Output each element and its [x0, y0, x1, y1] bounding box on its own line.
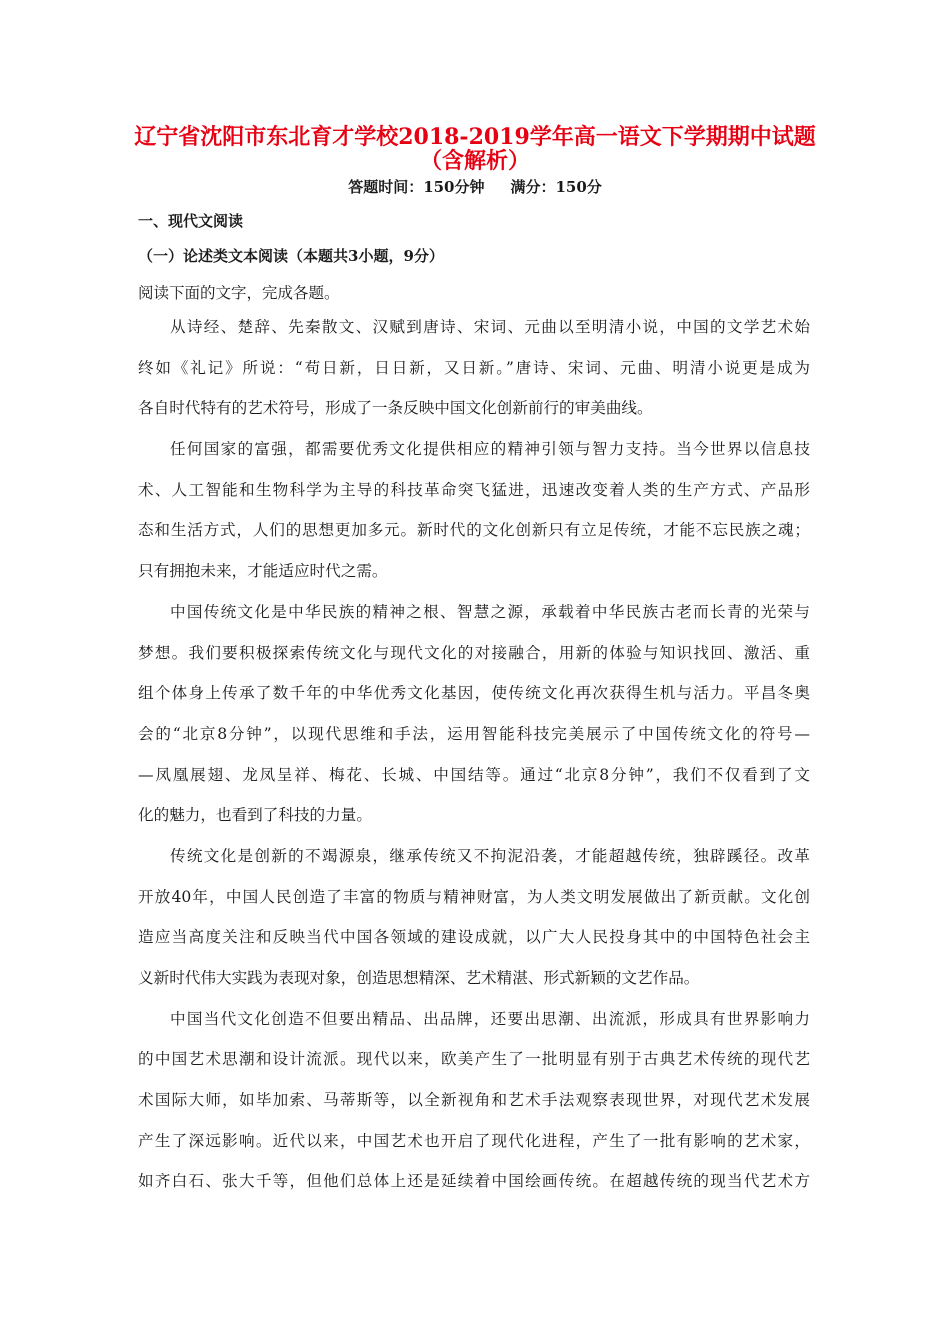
passage-line: 任何国家的富强，都需要优秀文化提供相应的精神引领与智力支持。当今世界以信息技: [170, 440, 810, 459]
passage-paragraph: [138, 845, 810, 1008]
passage-line: 化的魅力，也看到了科技的力量。: [138, 806, 372, 825]
exam-time: 答题时间：150分钟: [348, 178, 485, 196]
passage-line: 传统文化是创新的不竭源泉，继承传统又不拘泥沿袭，才能超越传统，独辟蹊径。改革: [170, 846, 810, 865]
passage-line: 各自时代特有的艺术符号，形成了一条反映中国文化创新前行的审美曲线。: [138, 399, 653, 418]
passage-line: 中国当代文化创造不但要出精品、出品牌，还要出思潮、出流派，形成具有世界影响力: [170, 1009, 810, 1028]
passage-line: 中国传统文化是中华民族的精神之根、智慧之源，承载着中华民族古老而长青的光荣与: [170, 602, 810, 621]
passage-line: 术、人工智能和生物科学为主导的科技革命突飞猛进，迅速改变着人类的生产方式、产品形: [138, 480, 810, 499]
passage-line: 开放40年，中国人民创造了丰富的物质与精神财富，为人类文明发展做出了新贡献。文化创: [138, 887, 810, 906]
passage-line: 产生了深远影响。近代以来，中国艺术也开启了现代化进程，产生了一批有影响的艺术家，: [138, 1131, 810, 1150]
reading-instructions: 阅读下面的文字，完成各题。: [138, 284, 340, 302]
passage-paragraph: [138, 601, 810, 845]
passage-line: 义新时代伟大实践为表现对象，创造思想精深、艺术精湛、形式新颖的文艺作品。: [138, 969, 700, 987]
document-title: 辽宁省沈阳市东北育才学校2018-2019学年高一语文下学期期中试题: [134, 124, 816, 150]
passage-line: 术国际大师，如毕加索、马蒂斯等，以全新视角和艺术手法观察表现世界，对现代艺术发展: [138, 1091, 810, 1110]
passage-line: 从诗经、楚辞、先秦散文、汉赋到唐诗、宋词、元曲以至明清小说，中国的文学艺术始: [170, 318, 810, 336]
reading-passage: [138, 316, 810, 1211]
passage-line: 梦想。我们要积极探索传统文化与现代文化的对接融合，用新的体验与知识找回、激活、重: [138, 643, 810, 662]
passage-line: 态和生活方式，人们的思想更加多元。新时代的文化创新只有立足传统，才能不忘民族之魂；: [138, 521, 810, 540]
passage-line: 终如《礼记》所说：“苟日新，日日新，又日新。”唐诗、宋词、元曲、明清小说更是成为: [138, 358, 810, 377]
subsection-heading-argumentative: （一）论述类文本阅读（本题共3小题，9分）: [138, 247, 444, 265]
full-score: 满分：150分: [510, 178, 602, 196]
passage-line: —凤凰展翅、龙凤呈祥、梅花、长城、中国结等。通过“北京8分钟”，我们不仅看到了文: [138, 765, 810, 784]
section-heading-modern-reading: 一、现代文阅读: [138, 212, 244, 230]
passage-line: 只有拥抱未来，才能适应时代之需。: [138, 562, 388, 581]
passage-line: 造应当高度关注和反映当代中国各领域的建设成就，以广大人民投身其中的中国特色社会主: [138, 928, 810, 947]
passage-line: 的中国艺术思潮和设计流派。现代以来，欧美产生了一批明显有别于古典艺术传统的现代艺: [138, 1050, 810, 1069]
document-title-note: （含解析）: [419, 148, 530, 174]
passage-paragraph: [138, 1008, 810, 1211]
passage-line: 组个体身上传承了数千年的中华优秀文化基因，使传统文化再次获得生机与活力。平昌冬奥: [138, 684, 810, 703]
passage-line: 如齐白石、张大千等，但他们总体上还是延续着中国绘画传统。在超越传统的现当代艺术方: [138, 1172, 810, 1191]
passage-paragraph: [138, 438, 810, 601]
exam-info: [100, 177, 850, 197]
passage-line: 会的“北京8分钟”，以现代思维和手法，运用智能科技完美展示了中国传统文化的符号—: [138, 724, 810, 743]
passage-paragraph: [138, 316, 810, 438]
